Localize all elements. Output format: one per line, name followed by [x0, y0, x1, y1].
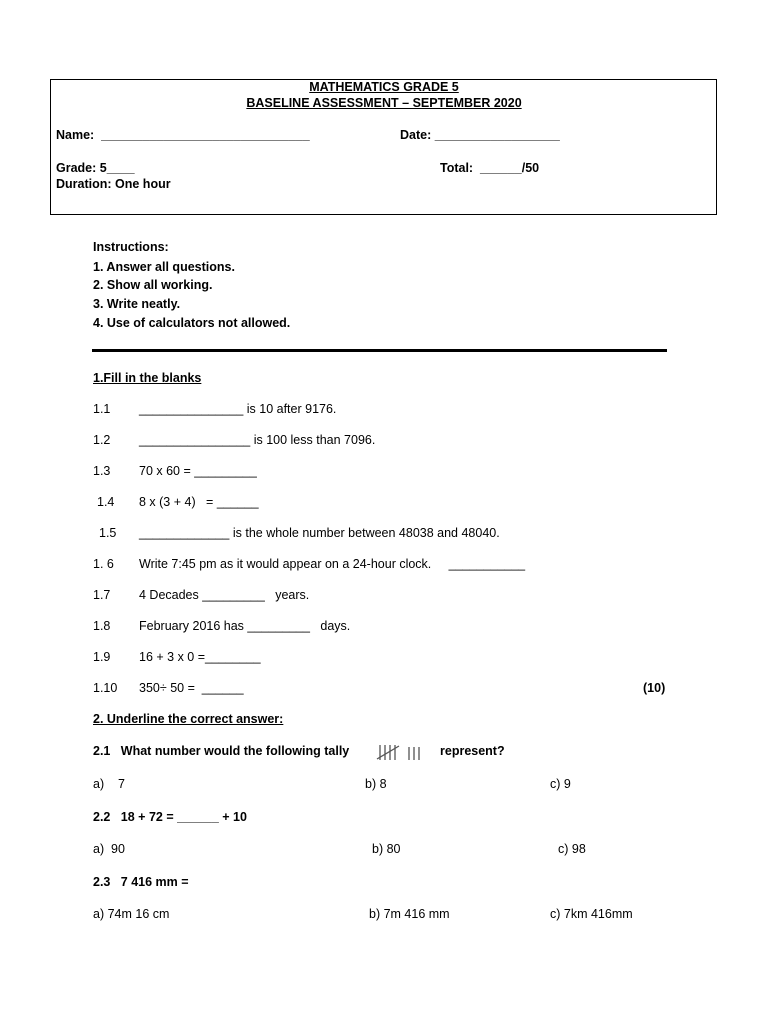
- question-number: 1.3: [93, 464, 111, 478]
- instructions-heading: Instructions:: [93, 240, 169, 254]
- instruction-item: 3. Write neatly.: [93, 297, 181, 311]
- question-text[interactable]: ________________ is 100 less than 7096.: [139, 433, 376, 447]
- answer-option-b[interactable]: b) 80: [372, 842, 401, 856]
- question-text[interactable]: 70 x 60 = _________: [139, 464, 257, 478]
- question-text[interactable]: _______________ is 10 after 9176.: [139, 402, 337, 416]
- question-2-1-label: 2.1 What number would the following tally: [93, 744, 350, 758]
- question-2-1-suffix: represent?: [440, 744, 505, 758]
- answer-option-a[interactable]: a) 7: [93, 777, 125, 791]
- grade-field[interactable]: Grade: 5____: [56, 161, 135, 175]
- question-number: 1.7: [93, 588, 111, 602]
- question-2-2-label: 2.2 18 + 72 = ______ + 10: [93, 810, 247, 824]
- section1-marks: (10): [643, 681, 666, 695]
- question-text[interactable]: 4 Decades _________ years.: [139, 588, 310, 602]
- answer-option-c[interactable]: c) 98: [558, 842, 586, 856]
- worksheet-subtitle: BASELINE ASSESSMENT – SEPTEMBER 2020: [246, 96, 522, 110]
- worksheet-title: MATHEMATICS GRADE 5: [309, 80, 459, 94]
- total-field[interactable]: Total: ______/50: [440, 161, 540, 175]
- question-text[interactable]: February 2016 has _________ days.: [139, 619, 351, 633]
- duration-text: Duration: One hour: [56, 177, 171, 191]
- instruction-item: 2. Show all working.: [93, 278, 213, 292]
- question-number: 1.2: [93, 433, 111, 447]
- answer-option-b[interactable]: b) 8: [365, 777, 387, 791]
- section2-heading: 2. Underline the correct answer:: [93, 712, 284, 726]
- question-number: 1.4: [97, 495, 115, 509]
- question-number: 1.10: [93, 681, 118, 695]
- question-text[interactable]: 8 x (3 + 4) = ______: [139, 495, 259, 509]
- question-text[interactable]: _____________ is the whole number between 48038 and 48040.: [139, 526, 500, 540]
- answer-option-c[interactable]: c) 9: [550, 777, 571, 791]
- answer-option-a[interactable]: a) 74m 16 cm: [93, 907, 170, 921]
- question-text[interactable]: Write 7:45 pm as it would appear on a 24-hour clock. ___________: [139, 557, 526, 571]
- question-text[interactable]: 350÷ 50 = ______: [139, 681, 244, 695]
- question-text[interactable]: 16 + 3 x 0 =________: [139, 650, 261, 664]
- name-field[interactable]: Name: ______________________________: [56, 128, 310, 142]
- date-field[interactable]: Date: __________________: [400, 128, 560, 142]
- answer-option-b[interactable]: b) 7m 416 mm: [369, 907, 450, 921]
- separator-line: [92, 349, 667, 352]
- tally-marks-icon: [376, 742, 424, 762]
- section1-heading: 1.Fill in the blanks: [93, 371, 202, 385]
- instruction-item: 1. Answer all questions.: [93, 260, 235, 274]
- question-number: 1.1: [93, 402, 111, 416]
- answer-option-a[interactable]: a) 90: [93, 842, 125, 856]
- question-number: 1. 6: [93, 557, 114, 571]
- instruction-item: 4. Use of calculators not allowed.: [93, 316, 291, 330]
- question-2-3-label: 2.3 7 416 mm =: [93, 875, 189, 889]
- answer-option-c[interactable]: c) 7km 416mm: [550, 907, 633, 921]
- question-number: 1.8: [93, 619, 111, 633]
- question-number: 1.5: [99, 526, 117, 540]
- question-number: 1.9: [93, 650, 111, 664]
